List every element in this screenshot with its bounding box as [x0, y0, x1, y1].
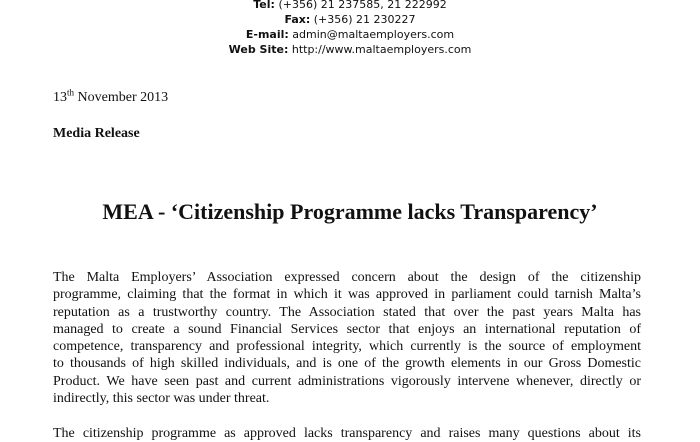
paragraph-line: Product. We have seen past and current administrations vigorously intervene whenever, directly or — [53, 373, 641, 389]
web-value: http://www.maltaemployers.com — [291, 43, 472, 56]
contact-email — [0, 27, 700, 42]
paragraph-line: managed to create a sound Financial Services sector that enjoys an international reputation of — [53, 321, 641, 337]
paragraph-line: to thousands of high skilled individuals, and is one of the growth elements in our Gross Domestic — [53, 356, 641, 372]
body-paragraph-2 — [53, 425, 641, 442]
date-day: 13 — [53, 90, 67, 105]
paragraph-line: The citizenship programme as approved lacks transparency and raises many questions about its — [53, 426, 641, 441]
paragraph-line: The Malta Employers’ Association expressed concern about the design of the citizenship — [53, 270, 641, 285]
tel-value: (+356) 21 237585, 21 222992 — [278, 0, 447, 11]
contact-fax — [0, 12, 700, 27]
date-suffix: th — [67, 87, 75, 98]
web-label: Web Site: — [228, 43, 289, 56]
contact-tel — [0, 0, 700, 12]
media-release-label: Media Release — [53, 126, 140, 141]
paragraph-line: competence, transparency and professional integrity, which currently is the source of employment — [53, 339, 641, 355]
paragraph-line: programme, claiming that the format in which it was approved in parliament could tarnish Malta’s — [53, 287, 641, 303]
fax-label: Fax: — [284, 13, 311, 26]
email-value: admin@maltaemployers.com — [292, 28, 455, 41]
paragraph-line: reputation as a trustworthy country. The Association stated that over the past years Malta has — [53, 304, 641, 320]
contact-website — [0, 42, 700, 57]
release-date — [53, 89, 168, 107]
tel-label: Tel: — [253, 0, 275, 11]
document-title: MEA - ‘Citizenship Programme lacks Transparency’ — [102, 199, 598, 224]
fax-value: (+356) 21 230227 — [313, 13, 416, 26]
body-paragraph-1 — [53, 269, 641, 407]
email-label: E-mail: — [245, 28, 289, 41]
paragraph-line: indirectly, this sector was under threat. — [53, 391, 270, 407]
date-month-year: November 2013 — [74, 90, 169, 105]
